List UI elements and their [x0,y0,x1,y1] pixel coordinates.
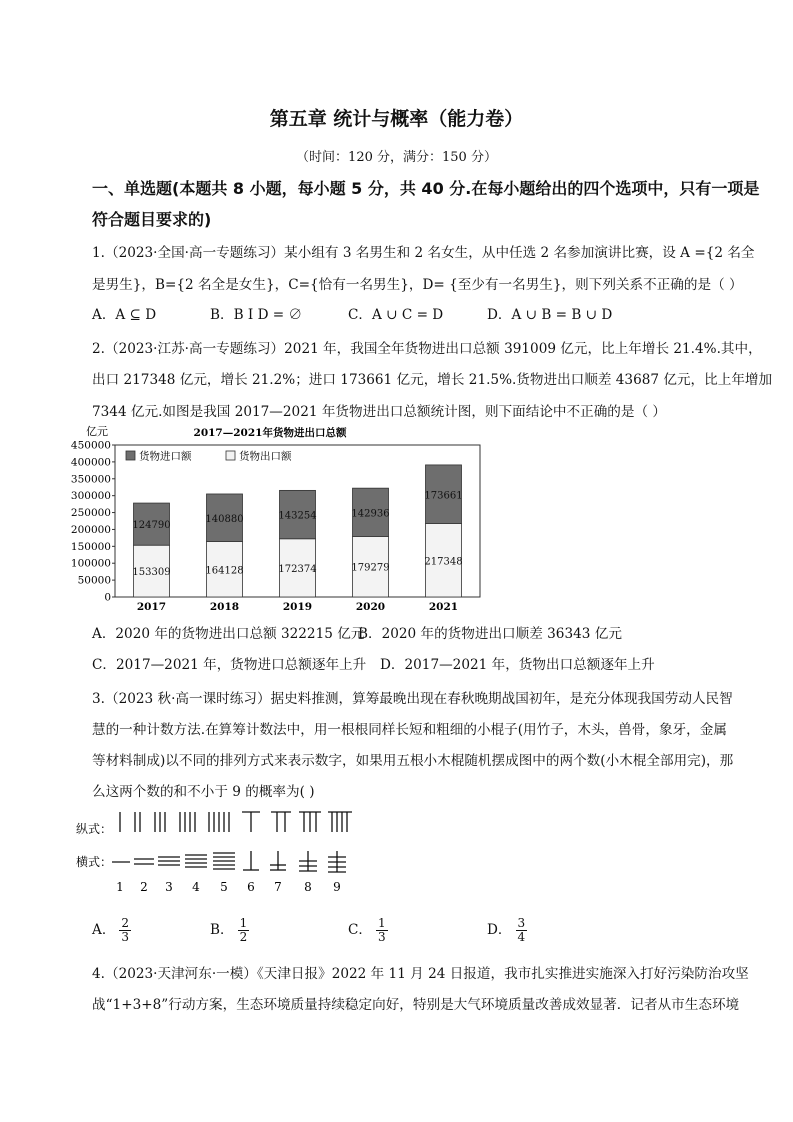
rod-digit-9: 9 [333,880,341,894]
q3-line1: 3.（2023 秋·高一课时练习）据史料推测，算筹最晚出现在春秋晚期战国初年，是充分体现我国劳动人民智 [92,691,733,707]
rod-digit-3: 3 [165,880,173,894]
rod-digit-8: 8 [304,880,312,894]
x-tick-label: 2019 [282,601,313,613]
heng-forms [112,851,346,872]
bar-value-label: 173661 [424,490,463,502]
y-tick-label: 50000 [77,574,111,587]
q1-option-c: C．A ∪ C = D [348,307,444,323]
q4-line1: 4.（2023·天津河东·一模）《天津日报》2022 年 11 月 24 日报道，我市扎实推进实施深入打好污染防治攻坚 [92,966,749,982]
q3-option-c-den: 3 [378,930,386,944]
q3-option-c [348,917,388,944]
q3-line3: 等材料制成)以不同的排列方式来表示数字，如果用五根小木棍随机摆成图中的两个数(小木棍全部用完)，那 [92,753,734,769]
q1-option-a: A．A ⊆ D [92,307,157,323]
bar-value-label: 124790 [132,520,171,532]
x-tick-label: 2017 [136,601,167,613]
y-tick-label: 100000 [70,557,111,570]
y-tick-label: 300000 [70,490,111,503]
q2-option-b: B．2020 年的货物进出口顺差 36343 亿元 [358,626,622,642]
rod-digit-5: 5 [220,880,228,894]
rod-digit-2: 2 [140,880,148,894]
q3-option-a-fraction [119,917,131,944]
rod-digit-4: 4 [192,880,200,894]
bar-value-label: 164128 [205,565,244,577]
x-tick-label: 2020 [355,601,386,613]
zong-forms [120,812,352,832]
section-header-line2: 符合题目要求的) [92,210,212,229]
q2-line2: 出口 217348 亿元，增长 21.2%；进口 173661 亿元，增长 21.5%.货物进出口顺差 43687 亿元，比上年增加 [92,372,773,388]
q3-option-a-label: A． [92,922,116,938]
section-header-line1: 一、单选题(本题共 8 小题，每小题 5 分，共 40 分.在每小题给出的四个选项中，只有一项是 [92,179,760,198]
counting-rods-figure [76,806,376,898]
zong-label: 纵式： [76,822,113,836]
q1-line2: 是男生}，B={2 名全是女生}，C={恰有一名男生}，D= {至少有一名男生}，则下列关系不正确的是（ ） [92,277,743,293]
rod-digit-1: 1 [116,880,124,894]
q3-option-b [210,917,249,944]
page-subtitle: （时间：120 分，满分：150 分） [296,150,497,165]
x-tick-label: 2018 [209,601,240,613]
rod-digit-labels [116,880,341,894]
q2-option-a: A．2020 年的货物进出口总额 322215 亿元 [92,626,365,642]
bar-value-label: 172374 [278,563,317,575]
q3-option-b-fraction [238,917,250,944]
q3-option-d-den: 4 [517,930,526,944]
q1-line1: 1.（2023·全国·高一专题练习）某小组有 3 名男生和 2 名女生，从中任选 2 名参加演讲比赛，设 A ={2 名全 [92,245,755,261]
q3-option-a-den: 3 [121,930,130,944]
q3-option-a [92,917,131,944]
q3-option-a-num: 2 [121,916,130,930]
q2-line1: 2.（2023·江苏·高一专题练习）2021 年，我国全年货物进出口总额 391009 亿元，比上年增长 21.4%.其中， [92,341,762,357]
q2-option-d: D．2017—2021 年，货物出口总额逐年上升 [380,657,655,673]
q3-option-b-num: 1 [239,916,248,930]
page-title: 第五章 统计与概率（能力卷） [269,108,524,130]
q3-option-d-fraction [516,917,528,944]
y-tick-label: 450000 [70,439,111,452]
q3-option-d-label: D． [487,922,512,938]
q3-option-c-num: 1 [378,916,386,930]
bar-value-label: 217348 [424,556,463,568]
q4-line2: 战“1+3+8”行动方案，生态环境质量持续稳定向好，特别是大气环境质量改善成效显著．记者从市生态环境 [92,997,740,1013]
q1-option-d: D．A ∪ B = B ∪ D [487,307,613,323]
legend-swatch [226,451,235,460]
bar-value-label: 143254 [278,510,317,522]
q2-option-c: C．2017—2021 年，货物进口总额逐年上升 [92,657,367,673]
bar-value-label: 140880 [205,513,244,525]
q2-line3: 7344 亿元.如图是我国 2017—2021 年货物进出口总额统计图，则下面结论中不正确的是（ ） [92,404,666,420]
y-tick-label: 400000 [70,456,111,469]
legend-label: 货物进口额 [139,450,192,463]
q3-line4: 么这两个数的和不小于 9 的概率为( ) [92,784,315,800]
q3-option-b-den: 2 [239,930,248,944]
y-tick-label: 250000 [70,507,111,520]
q3-line2: 慧的一种计数方法.在算筹计数法中，用一根根同样长短和粗细的小棍子(用竹子，木头，兽骨，象牙，金属 [92,722,727,738]
bar-value-label: 142936 [351,508,390,520]
y-tick-label: 150000 [70,540,111,553]
rod-digit-6: 6 [247,880,255,894]
y-tick-label: 350000 [70,473,111,486]
q3-option-c-fraction [376,917,388,944]
chart-y-axis-label: 亿元 [86,425,108,438]
rod-digit-7: 7 [274,880,282,894]
y-tick-label: 0 [104,591,111,604]
bar-value-label: 153309 [132,567,171,579]
legend-swatch [126,451,135,460]
heng-label: 横式： [76,855,113,869]
trade-bar-chart [70,423,490,613]
bar-value-label: 179279 [351,562,390,574]
q3-option-c-label: C． [348,922,372,938]
q3-option-d-num: 3 [517,916,526,930]
legend-label: 货物出口额 [239,450,292,463]
y-tick-label: 200000 [70,523,111,536]
chart-title: 2017—2021年货物进出口总额 [193,427,347,439]
q3-option-d [487,917,527,944]
x-tick-label: 2021 [428,601,459,613]
q1-option-b: B．B I D = ∅ [210,307,303,323]
q3-option-b-label: B． [210,922,234,938]
